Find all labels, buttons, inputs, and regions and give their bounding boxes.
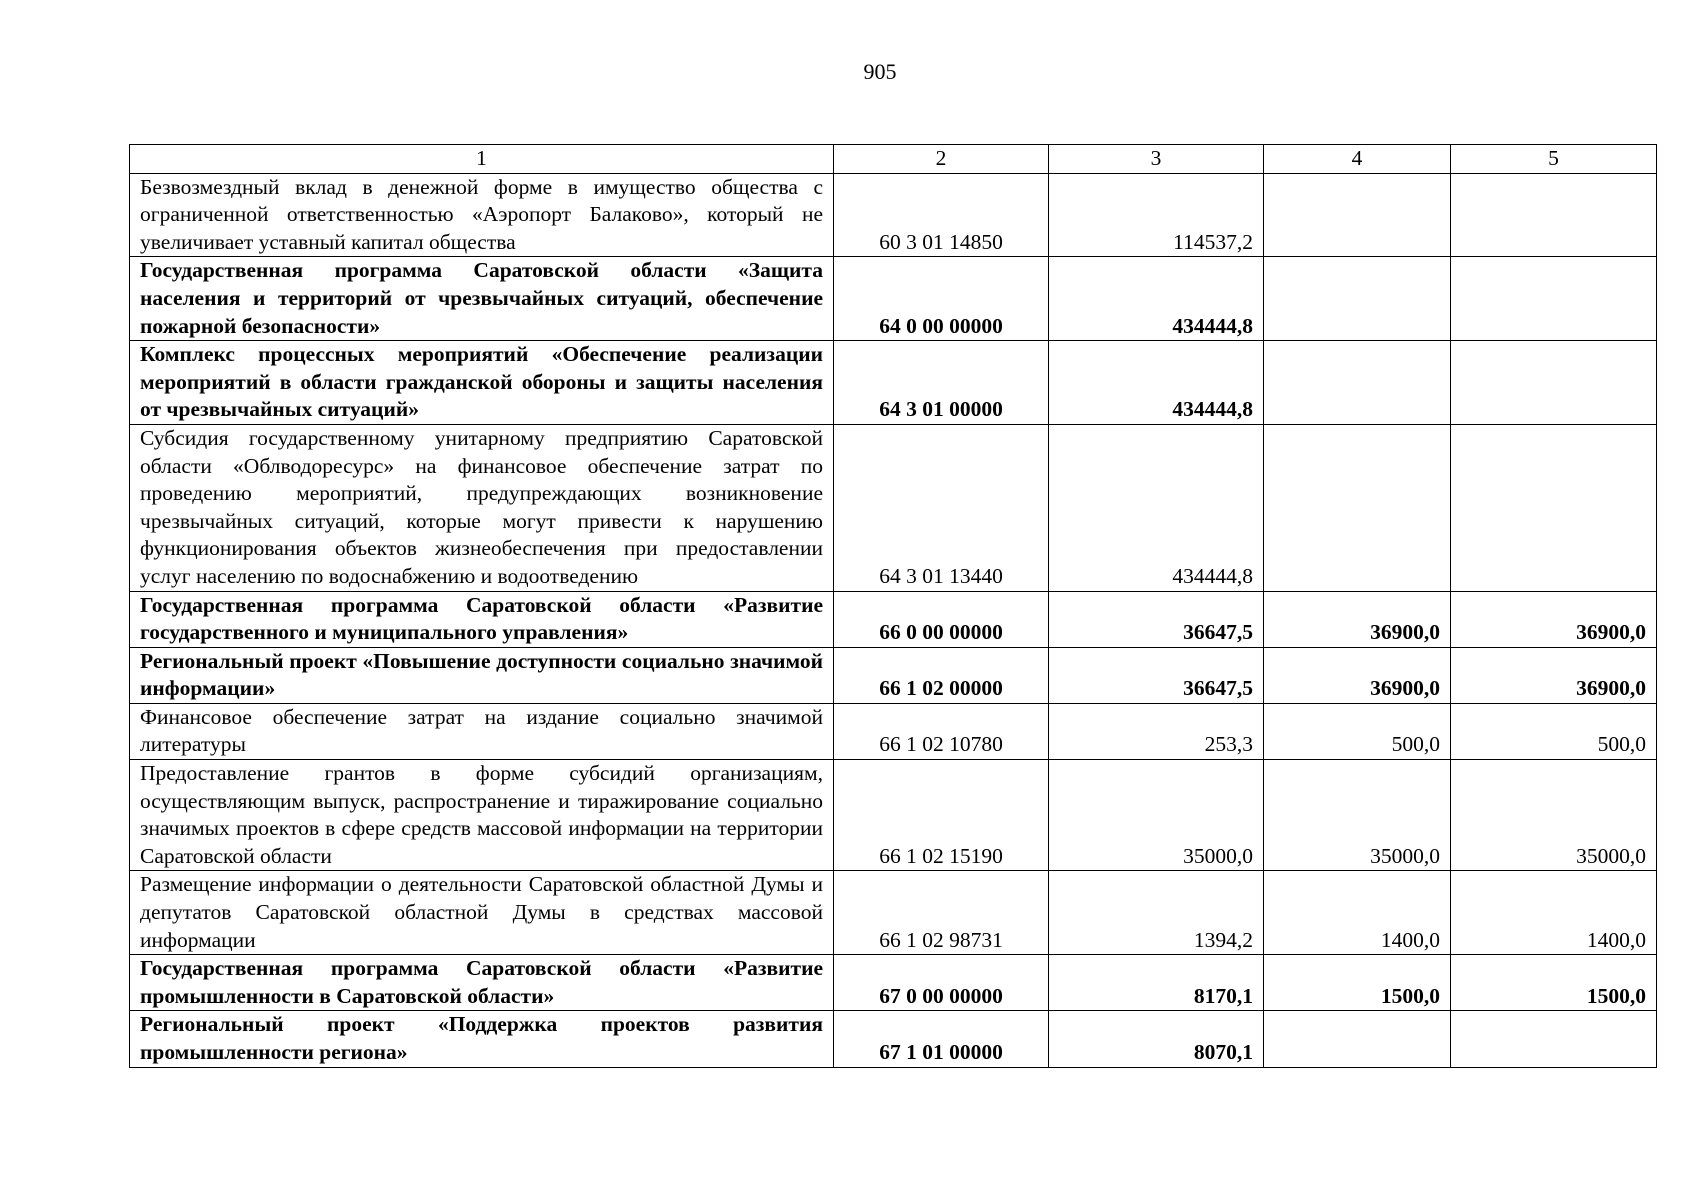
item-name: Финансовое обеспечение затрат на издание социально значимой литературы [130, 703, 834, 759]
value-col-4: 1500,0 [1264, 955, 1451, 1011]
value-col-4 [1264, 1011, 1451, 1067]
item-name: Региональный проект «Повышение доступности социально значимой информации» [130, 647, 834, 703]
page-number: 905 [863, 59, 897, 84]
column-header: 1 [130, 145, 834, 174]
table-row [130, 703, 1657, 759]
value-col-5 [1451, 1011, 1657, 1067]
value-col-5 [1451, 424, 1657, 591]
item-code: 67 1 01 00000 [834, 1011, 1049, 1067]
item-code: 66 1 02 98731 [834, 871, 1049, 955]
value-col-5: 1400,0 [1451, 871, 1657, 955]
value-col-3: 434444,8 [1049, 341, 1264, 425]
value-col-3: 8170,1 [1049, 955, 1264, 1011]
value-col-5 [1451, 341, 1657, 425]
value-col-5: 1500,0 [1451, 955, 1657, 1011]
table-row [130, 1011, 1657, 1067]
value-col-5: 500,0 [1451, 703, 1657, 759]
item-code: 66 1 02 15190 [834, 760, 1049, 871]
table-row [130, 955, 1657, 1011]
value-col-4 [1264, 341, 1451, 425]
value-col-3: 1394,2 [1049, 871, 1264, 955]
item-code: 66 1 02 10780 [834, 703, 1049, 759]
table-row [130, 257, 1657, 341]
value-col-5: 36900,0 [1451, 591, 1657, 647]
item-code: 60 3 01 14850 [834, 173, 1049, 257]
item-name: Государственная программа Саратовской области «Развитие промышленности в Саратовской области» [130, 955, 834, 1011]
item-name: Государственная программа Саратовской области «Защита населения и территорий от чрезвычайных ситуаций, обеспечение пожарной безопасности» [130, 257, 834, 341]
value-col-4: 500,0 [1264, 703, 1451, 759]
item-code: 66 0 00 00000 [834, 591, 1049, 647]
item-name: Размещение информации о деятельности Саратовской областной Думы и депутатов Саратовской областной Думы в средствах массовой информации [130, 871, 834, 955]
value-col-5 [1451, 257, 1657, 341]
column-header: 3 [1049, 145, 1264, 174]
column-header: 4 [1264, 145, 1451, 174]
table-row [130, 424, 1657, 591]
table-row [130, 871, 1657, 955]
value-col-5: 36900,0 [1451, 647, 1657, 703]
value-col-4: 36900,0 [1264, 591, 1451, 647]
item-code: 64 0 00 00000 [834, 257, 1049, 341]
value-col-4 [1264, 257, 1451, 341]
item-name: Субсидия государственному унитарному предприятию Саратовской области «Облводоресурс» на финансовое обеспечение затрат по проведению мероприятий, предупреждающих возникновение чрезвычайных ситуаций, которые могут привести к нарушению функционирования объектов жизнеобеспечения при предоставлении услуг населению по водоснабжению и водоотведению [130, 424, 834, 591]
value-col-3: 114537,2 [1049, 173, 1264, 257]
value-col-3: 35000,0 [1049, 760, 1264, 871]
value-col-3: 36647,5 [1049, 591, 1264, 647]
value-col-4: 36900,0 [1264, 647, 1451, 703]
value-col-5: 35000,0 [1451, 760, 1657, 871]
value-col-4: 1400,0 [1264, 871, 1451, 955]
table-row [130, 647, 1657, 703]
budget-table [129, 144, 1657, 1068]
table-header-row [130, 145, 1657, 174]
item-code: 64 3 01 00000 [834, 341, 1049, 425]
item-code: 67 0 00 00000 [834, 955, 1049, 1011]
value-col-3: 434444,8 [1049, 257, 1264, 341]
value-col-4 [1264, 173, 1451, 257]
item-name: Региональный проект «Поддержка проектов развития промышленности региона» [130, 1011, 834, 1067]
table-row [130, 760, 1657, 871]
item-name: Безвозмездный вклад в денежной форме в имущество общества с ограниченной ответственностью «Аэропорт Балаково», который не увеличивает уставный капитал общества [130, 173, 834, 257]
item-code: 66 1 02 00000 [834, 647, 1049, 703]
value-col-4 [1264, 424, 1451, 591]
item-name: Комплекс процессных мероприятий «Обеспечение реализации мероприятий в области гражданской обороны и защиты населения от чрезвычайных ситуаций» [130, 341, 834, 425]
column-header: 5 [1451, 145, 1657, 174]
item-name: Предоставление грантов в форме субсидий организациям, осуществляющим выпуск, распространение и тиражирование социально значимых проектов в сфере средств массовой информации на территории Саратовской области [130, 760, 834, 871]
item-code: 64 3 01 13440 [834, 424, 1049, 591]
value-col-3: 36647,5 [1049, 647, 1264, 703]
value-col-3: 8070,1 [1049, 1011, 1264, 1067]
column-header: 2 [834, 145, 1049, 174]
table-row [130, 591, 1657, 647]
value-col-3: 434444,8 [1049, 424, 1264, 591]
value-col-5 [1451, 173, 1657, 257]
table-row [130, 173, 1657, 257]
value-col-3: 253,3 [1049, 703, 1264, 759]
value-col-4: 35000,0 [1264, 760, 1451, 871]
table-row [130, 341, 1657, 425]
item-name: Государственная программа Саратовской области «Развитие государственного и муниципального управления» [130, 591, 834, 647]
